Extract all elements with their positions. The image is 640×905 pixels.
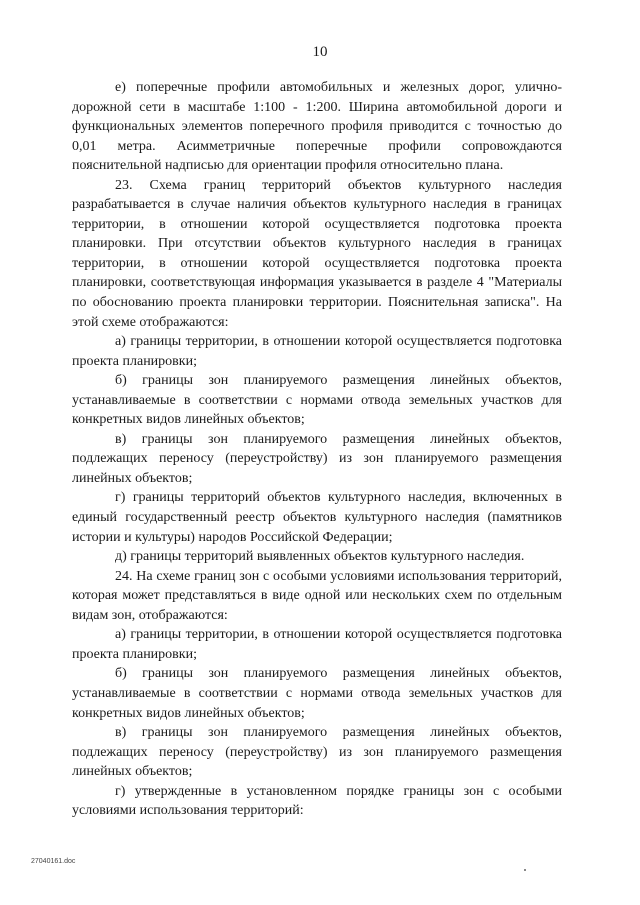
paragraph-24-item-v: в) границы зон планируемого размещения линейных объектов, подлежащих переносу (переустройству) из зон планируемого размещения линейных объектов; xyxy=(72,725,562,780)
paragraph-23-item-b: б) границы зон планируемого размещения линейных объектов, устанавливаемые в соответствии с нормами отвода земельных участков для конкретных видов линейных объектов; xyxy=(72,373,562,428)
paragraph-23-item-g: г) границы территорий объектов культурного наследия, включенных в единый государственный реестр объектов культурного наследия (памятников истории и культуры) народов Российской Федерации; xyxy=(72,490,562,545)
paragraph-23-item-v: в) границы зон планируемого размещения линейных объектов, подлежащих переносу (переустройству) из зон планируемого размещения линейных объектов; xyxy=(72,431,562,486)
paragraph-23-item-a: а) границы территории, в отношении которой осуществляется подготовка проекта планировки; xyxy=(72,334,562,369)
scan-dot xyxy=(524,869,526,871)
page-number: 10 xyxy=(312,44,328,60)
paragraph-23-item-d: д) границы территорий выявленных объектов культурного наследия. xyxy=(115,549,525,565)
paragraph-24-item-b: б) границы зон планируемого размещения линейных объектов, устанавливаемые в соответствии с нормами отвода земельных участков для конкретных видов линейных объектов; xyxy=(72,666,562,721)
document-body xyxy=(72,78,562,821)
paragraph-23-heritage-scheme: 23. Схема границ территорий объектов культурного наследия разрабатывается в случае наличия объектов культурного наследия в границах территории, в отношении которой осуществляется подготовка проекта планировки. При отсутствии объектов культурного наследия в границах территории, в отношении которой осуществляется подготовка проекта планировки, соответствующая информация указывается в разделе 4 "Материалы по обоснованию проекта планировки территории. Пояснительная записка". На этой схеме отображаются: xyxy=(72,177,562,330)
paragraph-e-cross-profiles: е) поперечные профили автомобильных и железных дорог, улично-дорожной сети в масштабе 1:100 - 1:200. Ширина автомобильной дороги и функциональных элементов поперечного профиля приводится с точностью до 0,01 метра. Асимметричные поперечные профили сопровождаются пояснительной надписью для ориентации профиля относительно плана. xyxy=(72,80,562,174)
document-file-code: 27040161.doc xyxy=(31,858,76,865)
paragraph-24-item-g: г) утвержденные в установленном порядке границы зон с особыми условиями использования территорий: xyxy=(72,783,562,819)
paragraph-24-item-a: а) границы территории, в отношении которой осуществляется подготовка проекта планировки; xyxy=(72,627,562,662)
paragraph-24-special-zones: 24. На схеме границ зон с особыми условиями использования территорий, которая может представляться в виде одной или нескольких схем по отдельным видам зон, отображаются: xyxy=(72,568,562,623)
